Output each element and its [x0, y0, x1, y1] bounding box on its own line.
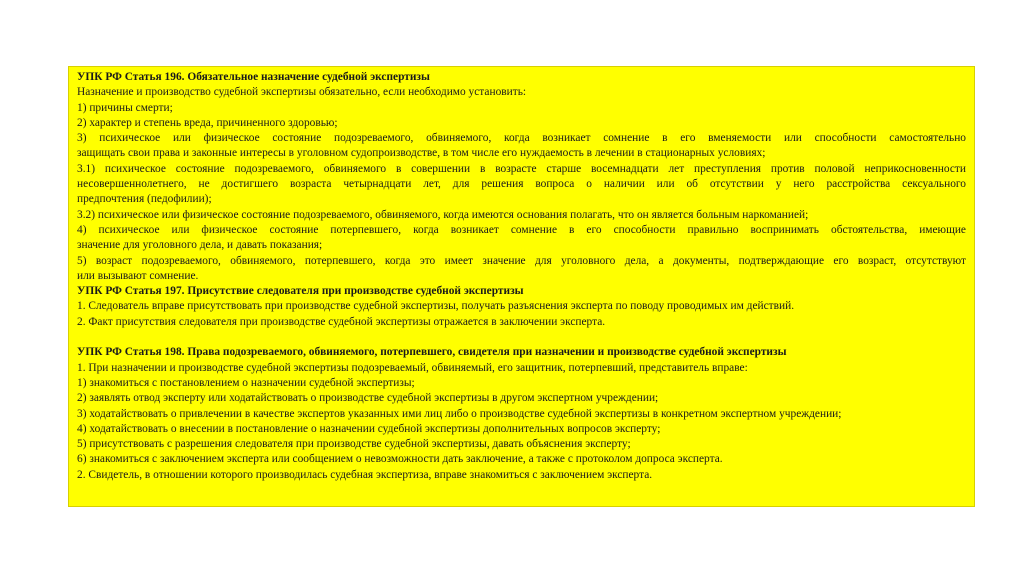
article-196-item-1: 1) причины смерти;: [77, 101, 173, 114]
article-196-item-3-line-2: защищать свои права и законные интересы в уголовном судопроизводстве, в том числе его нуждаемость в лечении в стационарных условиях;: [77, 147, 766, 160]
article-196-item-3-1-line-3: предпочтения (педофилии);: [77, 193, 212, 206]
article-196-item-2: 2) характер и степень вреда, причиненного здоровью;: [77, 116, 338, 129]
article-198-heading: УПК РФ Статья 198. Права подозреваемого, обвиняемого, потерпевшего, свидетеля при назначении и производстве судебной экспертизы: [77, 346, 787, 359]
article-197-item-2: 2. Факт присутствия следователя при производстве судебной экспертизы отражается в заключении эксперта.: [77, 315, 606, 328]
article-197-item-1: 1. Следователь вправе присутствовать при производстве судебной экспертизы, получать разъяснения эксперта по поводу проводимых им действий.: [77, 300, 795, 313]
article-198-intro: 1. При назначении и производстве судебной экспертизы подозреваемый, обвиняемый, его защитник, потерпевший, представитель вправе:: [77, 361, 748, 374]
article-198-item-3: 3) ходатайствовать о привлечении в качестве экспертов указанных ими лиц либо о производстве судебной экспертизы в конкретном экспертном учреждении;: [77, 407, 842, 420]
article-197-heading: УПК РФ Статья 197. Присутствие следователя при производстве судебной экспертизы: [77, 285, 524, 298]
article-196-item-3-2: 3.2) психическое или физическое состояние подозреваемого, обвиняемого, когда имеются основания полагать, что он является больным наркоманией;: [77, 208, 809, 221]
article-196-item-4-line-2: значение для уголовного дела, и давать показания;: [77, 239, 323, 252]
article-196-item-5-line-2: или вызывают сомнение.: [77, 269, 199, 282]
article-196-item-3-1-line-2: несовершеннолетнего, не достигшего возраста четырнадцати лет, для решения вопроса о наличии или об отсутствии у него расстройства сексуального: [77, 178, 966, 191]
article-198-item-6: 6) знакомиться с заключением эксперта или сообщением о невозможности дать заключение, а также с протоколом допроса эксперта.: [77, 453, 723, 466]
article-196-item-5-line-1: 5) возраст подозреваемого, обвиняемого, потерпевшего, когда это имеет значение для уголовного дела, а документы, подтверждающие его возраст, отсутствуют: [77, 254, 966, 267]
article-198-item-2: 2) заявлять отвод эксперту или ходатайствовать о производстве судебной экспертизы в другом экспертном учреждении;: [77, 392, 659, 405]
highlighted-text-panel: [68, 66, 975, 507]
article-198-item-4: 4) ходатайствовать о внесении в постановление о назначении судебной экспертизы дополнительных вопросов эксперту;: [77, 422, 661, 435]
article-196-intro: Назначение и производство судебной экспертизы обязательно, если необходимо установить:: [77, 86, 527, 99]
article-198-part-2: 2. Свидетель, в отношении которого производилась судебная экспертиза, вправе знакомиться с заключением эксперта.: [77, 468, 653, 481]
article-196-item-4-line-1: 4) психическое или физическое состояние потерпевшего, когда возникает сомнение в его способности правильно воспринимать обстоятельства, имеющие: [77, 223, 966, 236]
article-198-item-1: 1) знакомиться с постановлением о назначении судебной экспертизы;: [77, 376, 415, 389]
section-spacer: [77, 330, 966, 345]
article-196-item-3-1-line-1: 3.1) психическое состояние подозреваемого, обвиняемого в совершении в возрасте старше восемнадцати лет преступления против половой неприкосновенности: [77, 162, 966, 175]
article-196-item-3-line-1: 3) психическое или физическое состояние подозреваемого, обвиняемого, когда возникает сомнение в его вменяемости или способности самостоятельно: [77, 132, 966, 145]
article-196-heading: УПК РФ Статья 196. Обязательное назначение судебной экспертизы: [77, 71, 430, 83]
article-198-item-5: 5) присутствовать с разрешения следователя при производстве судебной экспертизы, давать объяснения эксперту;: [77, 438, 631, 451]
